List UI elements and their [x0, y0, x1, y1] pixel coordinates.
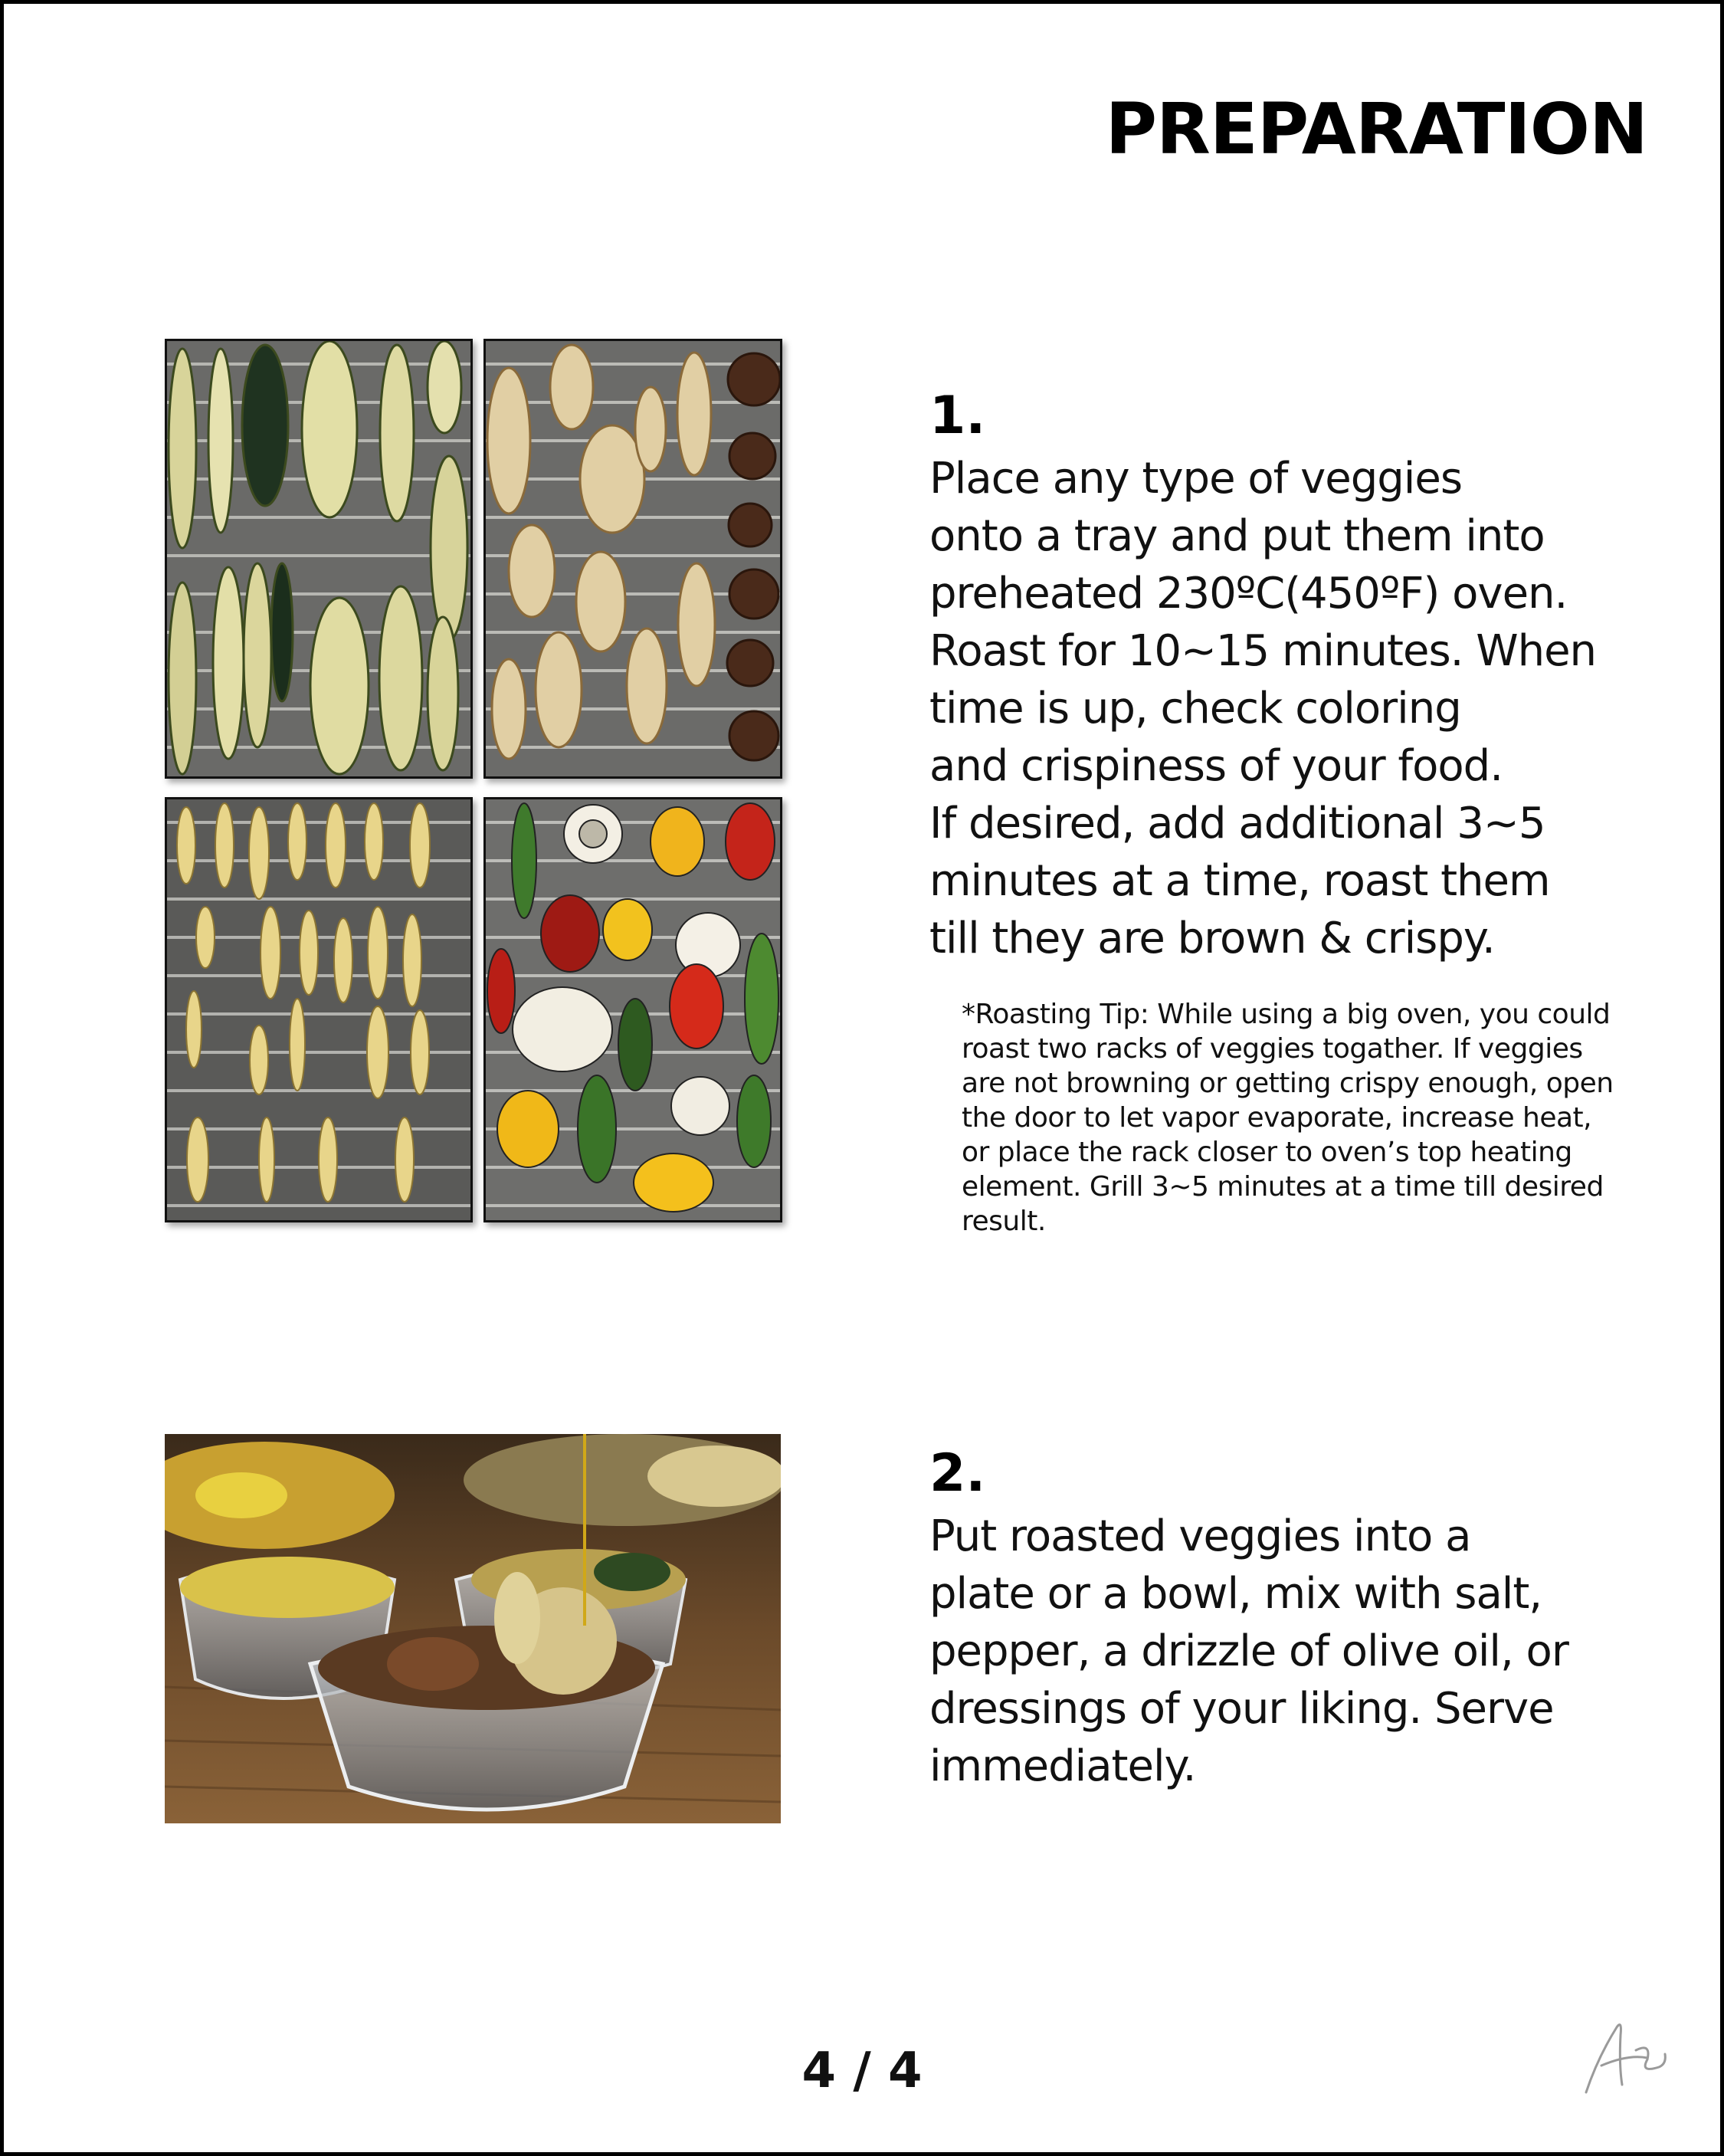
tip-line: result. [962, 1206, 1046, 1237]
pepper-onion-tray-photo [483, 797, 782, 1222]
step-2-instructions [929, 1508, 1657, 1795]
step-1-line: minutes at a time, roast them [929, 856, 1550, 906]
step-2-line: Put roasted veggies into a [929, 1511, 1471, 1561]
tip-line: or place the rack closer to oven’s top heating [962, 1137, 1572, 1168]
page-number: 4 / 4 [801, 2043, 923, 2099]
step-1-instructions [929, 450, 1657, 967]
tip-line: roast two racks of veggies togather. If veggies [962, 1033, 1583, 1065]
step-1-line: Roast for 10~15 minutes. When [929, 626, 1597, 676]
step-1-line: Place any type of veggies [929, 454, 1462, 504]
step-1-line: onto a tray and put them into [929, 511, 1545, 561]
step-2-line: plate or a bowl, mix with salt, [929, 1569, 1542, 1619]
tip-line: *Roasting Tip: While using a big oven, you could [962, 999, 1611, 1030]
tip-line: the door to let vapor evaporate, increase heat, [962, 1102, 1592, 1134]
tip-line: are not browning or getting crispy enough, open [962, 1068, 1614, 1099]
signature-mark [1575, 2012, 1674, 2100]
step-1-number: 1. [929, 386, 986, 446]
step-1-line: time is up, check coloring [929, 684, 1461, 733]
roasting-tip [962, 997, 1651, 1239]
step-1-line: and crispiness of your food. [929, 741, 1503, 791]
step-2-number: 2. [929, 1443, 986, 1504]
step-1-line: preheated 230ºC(450ºF) oven. [929, 569, 1568, 619]
step-2-line: pepper, a drizzle of olive oil, or [929, 1626, 1568, 1676]
page-title: PREPARATION [1105, 88, 1647, 170]
step-1-line: If desired, add additional 3~5 [929, 799, 1545, 848]
step-2-line: immediately. [929, 1741, 1196, 1791]
step-2-line: dressings of your liking. Serve [929, 1684, 1554, 1734]
baby-corn-tray-photo [165, 797, 473, 1222]
roasted-veggie-bowls-photo [165, 1434, 781, 1823]
step-1-line: till they are brown & crispy. [929, 914, 1495, 963]
tip-line: element. Grill 3~5 minutes at a time till desired [962, 1171, 1604, 1203]
zucchini-tray-photo [165, 339, 473, 779]
mushroom-tray-photo [483, 339, 782, 779]
